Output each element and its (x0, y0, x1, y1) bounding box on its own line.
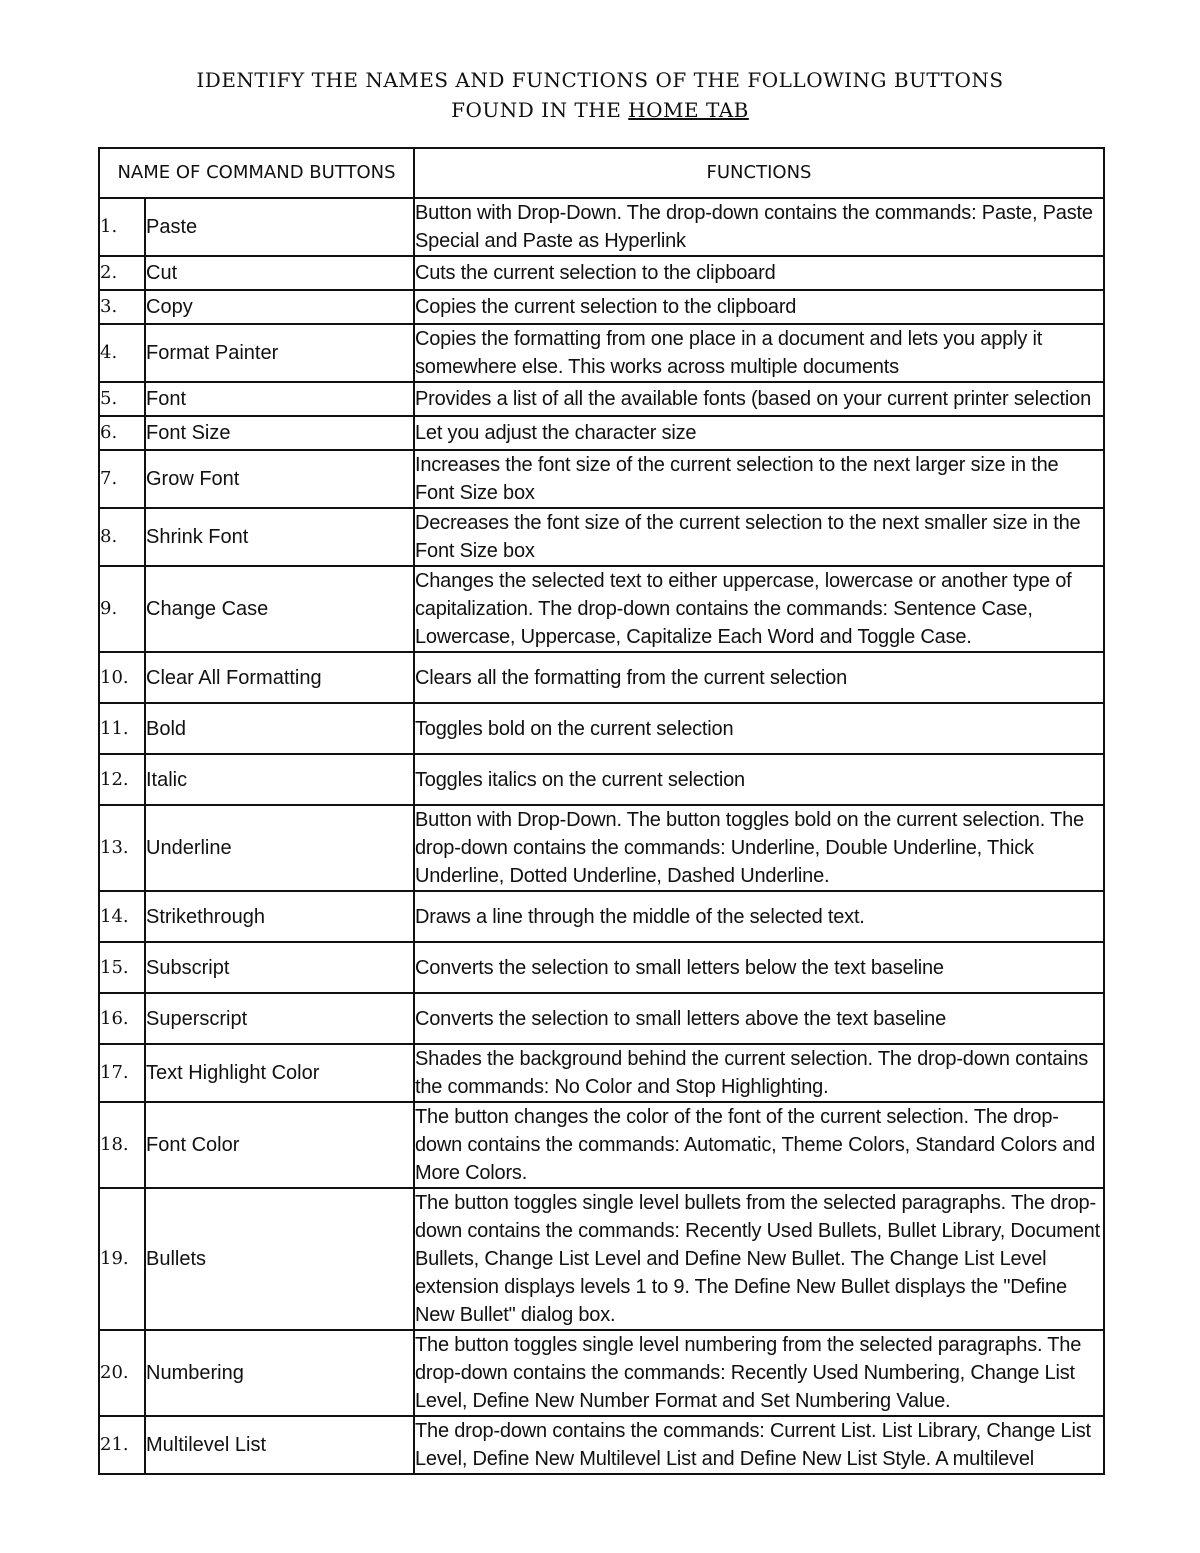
command-name: Subscript (145, 942, 414, 993)
row-number: 2. (99, 256, 145, 290)
command-name: Grow Font (145, 450, 414, 508)
command-function: The button toggles single level bullets from the selected paragraphs. The drop-down contains the commands: Recently Used Bullets, Bullet Library, Document Bullets, Change List Level and Define New Bullet. The Change List Level extension displays levels 1 to 9. The Define New Bullet displays the "Define New Bullet" dialog box. (414, 1188, 1104, 1330)
row-number: 19. (99, 1188, 145, 1330)
table-row (99, 450, 1104, 508)
row-number: 14. (99, 891, 145, 942)
header-functions: FUNCTIONS (414, 148, 1104, 198)
command-function: Cuts the current selection to the clipboard (414, 256, 1104, 290)
table-row (99, 1102, 1104, 1188)
command-function: Changes the selected text to either uppercase, lowercase or another type of capitalization. The drop-down contains the commands: Sentence Case, Lowercase, Uppercase, Capitalize Each Word and Toggle Case. (414, 566, 1104, 652)
command-function: The drop-down contains the commands: Current List. List Library, Change List Level, Define New Multilevel List and Define New List Style. A multilevel (414, 1416, 1104, 1474)
page-title-home-tab: HOME TAB (628, 98, 749, 122)
command-function: Converts the selection to small letters below the text baseline (414, 942, 1104, 993)
table-row (99, 1330, 1104, 1416)
row-number: 7. (99, 450, 145, 508)
command-name: Cut (145, 256, 414, 290)
table-body (99, 198, 1104, 1474)
page-title-line2-prefix: FOUND IN THE (451, 98, 629, 122)
table-row (99, 198, 1104, 256)
table-row (99, 290, 1104, 324)
table-row (99, 382, 1104, 416)
table-row (99, 508, 1104, 566)
command-function: Increases the font size of the current selection to the next larger size in the Font Size box (414, 450, 1104, 508)
command-name: Multilevel List (145, 1416, 414, 1474)
command-name: Shrink Font (145, 508, 414, 566)
command-function: Shades the background behind the current selection. The drop-down contains the commands: No Color and Stop Highlighting. (414, 1044, 1104, 1102)
table-row (99, 1416, 1104, 1474)
row-number: 12. (99, 754, 145, 805)
command-function: Draws a line through the middle of the selected text. (414, 891, 1104, 942)
command-name: Font (145, 382, 414, 416)
command-name: Numbering (145, 1330, 414, 1416)
table-row (99, 416, 1104, 450)
row-number: 20. (99, 1330, 145, 1416)
page-title-line1: IDENTIFY THE NAMES AND FUNCTIONS OF THE FOLLOWING BUTTONS (196, 68, 1004, 92)
command-buttons-table (98, 147, 1105, 1475)
command-name: Italic (145, 754, 414, 805)
row-number: 13. (99, 805, 145, 891)
table-row (99, 324, 1104, 382)
page-title-line2 (0, 98, 1200, 122)
row-number: 15. (99, 942, 145, 993)
command-name: Underline (145, 805, 414, 891)
command-function: The button toggles single level numbering from the selected paragraphs. The drop-down contains the commands: Recently Used Numbering, Change List Level, Define New Number Format and Set Numbering Value. (414, 1330, 1104, 1416)
table-row (99, 891, 1104, 942)
row-number: 17. (99, 1044, 145, 1102)
command-function: Toggles bold on the current selection (414, 703, 1104, 754)
row-number: 3. (99, 290, 145, 324)
command-function: Clears all the formatting from the current selection (414, 652, 1104, 703)
command-name: Copy (145, 290, 414, 324)
table-row (99, 754, 1104, 805)
command-name: Font Color (145, 1102, 414, 1188)
command-name: Format Painter (145, 324, 414, 382)
command-function: Toggles italics on the current selection (414, 754, 1104, 805)
table-header-row (99, 148, 1104, 198)
table-row (99, 256, 1104, 290)
command-function: Decreases the font size of the current selection to the next smaller size in the Font Size box (414, 508, 1104, 566)
row-number: 4. (99, 324, 145, 382)
table-row (99, 1044, 1104, 1102)
row-number: 8. (99, 508, 145, 566)
command-function: Converts the selection to small letters above the text baseline (414, 993, 1104, 1044)
row-number: 21. (99, 1416, 145, 1474)
table-row (99, 652, 1104, 703)
table-row (99, 942, 1104, 993)
row-number: 11. (99, 703, 145, 754)
header-command-name: NAME OF COMMAND BUTTONS (99, 148, 414, 198)
table-row (99, 566, 1104, 652)
row-number: 6. (99, 416, 145, 450)
command-function: Provides a list of all the available fonts (based on your current printer selection (414, 382, 1104, 416)
command-name: Strikethrough (145, 891, 414, 942)
command-name: Text Highlight Color (145, 1044, 414, 1102)
command-name: Bold (145, 703, 414, 754)
table-row (99, 703, 1104, 754)
row-number: 1. (99, 198, 145, 256)
command-name: Change Case (145, 566, 414, 652)
row-number: 5. (99, 382, 145, 416)
command-name: Bullets (145, 1188, 414, 1330)
table-row (99, 1188, 1104, 1330)
command-function: Copies the formatting from one place in a document and lets you apply it somewhere else. This works across multiple documents (414, 324, 1104, 382)
table-row (99, 993, 1104, 1044)
command-name: Font Size (145, 416, 414, 450)
row-number: 16. (99, 993, 145, 1044)
command-name: Superscript (145, 993, 414, 1044)
command-function: The button changes the color of the font of the current selection. The drop-down contains the commands: Automatic, Theme Colors, Standard Colors and More Colors. (414, 1102, 1104, 1188)
command-function: Button with Drop-Down. The drop-down contains the commands: Paste, Paste Special and Paste as Hyperlink (414, 198, 1104, 256)
row-number: 18. (99, 1102, 145, 1188)
row-number: 9. (99, 566, 145, 652)
command-function: Let you adjust the character size (414, 416, 1104, 450)
row-number: 10. (99, 652, 145, 703)
command-function: Copies the current selection to the clipboard (414, 290, 1104, 324)
command-function: Button with Drop-Down. The button toggles bold on the current selection. The drop-down contains the commands: Underline, Double Underline, Thick Underline, Dotted Underline, Dashed Underline. (414, 805, 1104, 891)
command-name: Paste (145, 198, 414, 256)
command-name: Clear All Formatting (145, 652, 414, 703)
table-row (99, 805, 1104, 891)
